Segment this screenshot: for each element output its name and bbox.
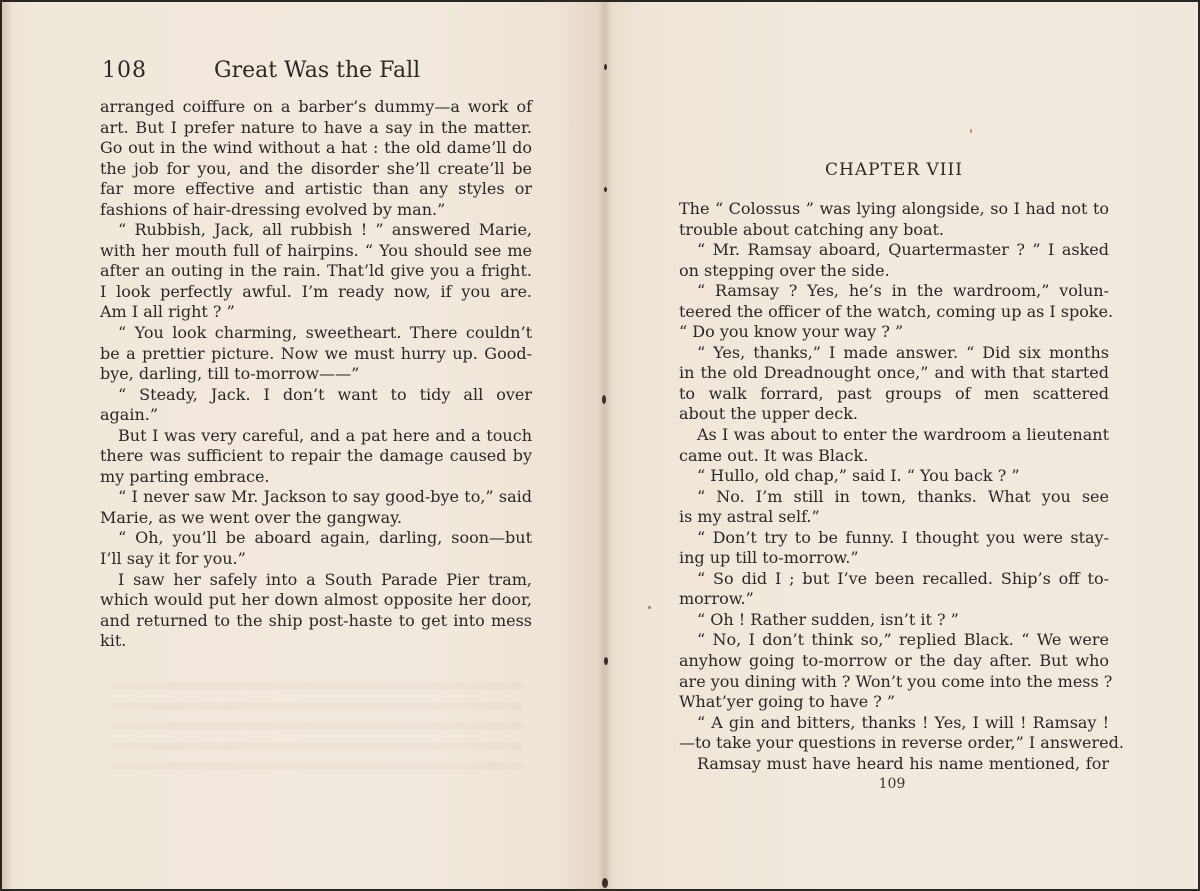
text-line: trouble about catching any boat.: [679, 219, 945, 239]
text-line: is my astral self.”: [679, 507, 820, 527]
text-line: “ Steady, Jack. I don’t want to tidy all over: [118, 384, 532, 404]
book-spread: [2, 2, 1198, 889]
text-line: Go out in the wind without a hat : the old dame’ll do: [100, 138, 532, 158]
running-title: Great Was the Fall: [214, 58, 421, 83]
text-line: “ No, I don’t think so,” replied Black. “ We were: [697, 630, 1109, 650]
right-page-body: [679, 199, 1124, 774]
chapter-heading: CHAPTER VIII: [825, 160, 963, 180]
text-line: there was sufficient to repair the damage caused by: [100, 446, 532, 466]
binding-thread-mark: [604, 187, 607, 192]
text-line: teered the officer of the watch, coming up as I spoke.: [679, 301, 1114, 321]
text-line: far more effective and artistic than any styles or: [100, 179, 532, 199]
text-line: “ Ramsay ? Yes, he’s in the wardroom,” volun-: [697, 281, 1109, 301]
text-line: which would put her down almost opposite her door,: [100, 590, 532, 610]
text-line: morrow.”: [679, 589, 754, 609]
paper-speck: [648, 606, 651, 609]
text-line: arranged coiffure on a barber’s dummy—a work of: [100, 97, 532, 116]
text-line: But I was very careful, and a pat here and a touch: [118, 425, 532, 445]
text-line: “ Oh, you’ll be aboard again, darling, soon—but: [118, 528, 532, 548]
text-line: art. But I prefer nature to have a say in the matter.: [100, 117, 532, 137]
text-line: my parting embrace.: [100, 466, 270, 486]
text-line: and returned to the ship post-haste to get into mess: [100, 610, 532, 630]
left-page-number: 108: [102, 58, 147, 83]
text-line: I’ll say it for you.”: [100, 549, 246, 569]
text-line: “ Do you know your way ? ”: [679, 322, 904, 342]
text-line: “ I never saw Mr. Jackson to say good-bye to,” said: [118, 487, 532, 507]
text-line: “ No. I’m still in town, thanks. What you see: [697, 486, 1109, 506]
text-line: As I was about to enter the wardroom a lieutenant: [697, 425, 1109, 445]
text-line: “ Hullo, old chap,” said I. “ You back ? ”: [697, 466, 1020, 486]
text-line: “ So did I ; but I’ve been recalled. Ship’s off to-: [697, 568, 1109, 588]
text-line: Marie, as we went over the gangway.: [100, 507, 403, 527]
binding-thread-mark: [604, 64, 607, 70]
text-line: Ramsay must have heard his name mentioned, for: [697, 753, 1109, 773]
paper-speck: [970, 129, 972, 133]
text-line: “ A gin and bitters, thanks ! Yes, I will ! Ramsay !: [697, 712, 1109, 732]
text-line: —to take your questions in reverse order,” I answered.: [679, 733, 1124, 753]
binding-thread-mark: [602, 395, 606, 404]
text-line: “ Oh ! Rather sudden, isn’t it ? ”: [697, 609, 959, 629]
text-line: “ Rubbish, Jack, all rubbish ! ” answered Marie,: [118, 220, 532, 240]
running-header: [102, 58, 542, 90]
text-line: the job for you, and the disorder she’ll create’ll be: [100, 158, 532, 178]
text-line: “ Don’t try to be funny. I thought you were stay-: [697, 527, 1109, 547]
text-line: are you dining with ? Won’t you come into the mess ?: [679, 671, 1113, 691]
text-line: I look perfectly awful. I’m ready now, if you are.: [100, 281, 532, 301]
text-line: about the upper deck.: [679, 404, 858, 424]
text-line: I saw her safely into a South Parade Pier tram,: [118, 569, 532, 589]
text-line: in the old Dreadnought once,” and with that started: [679, 363, 1109, 383]
text-line: The “ Colossus ” was lying alongside, so I had not to: [679, 199, 1109, 218]
text-line: bye, darling, till to-morrow——”: [100, 364, 360, 384]
text-line: with her mouth full of hairpins. “ You should see me: [100, 240, 532, 260]
text-line: “ Mr. Ramsay aboard, Quartermaster ? ” I asked: [697, 240, 1109, 260]
binding-thread-mark: [604, 657, 608, 665]
text-line: anyhow going to-morrow or the day after. But who: [679, 651, 1109, 671]
text-line: What’yer going to have ? ”: [679, 692, 896, 712]
left-page-body: [100, 97, 532, 652]
text-line: “ Yes, thanks,” I made answer. “ Did six months: [697, 342, 1109, 362]
text-line: kit.: [100, 631, 127, 651]
text-line: “ You look charming, sweetheart. There couldn’t: [118, 323, 532, 343]
text-line: on stepping over the side.: [679, 260, 890, 280]
text-line: to walk forrard, past groups of men scattered: [679, 383, 1109, 403]
text-line: again.”: [100, 405, 159, 425]
right-page-number: 109: [878, 776, 906, 792]
text-line: ing up till to-morrow.”: [679, 548, 859, 568]
text-line: be a prettier picture. Now we must hurry up. Good-: [100, 343, 532, 363]
text-line: came out. It was Black.: [679, 445, 869, 465]
text-line: Am I all right ? ”: [100, 302, 235, 322]
book-gutter: [598, 2, 612, 889]
show-through-text: [112, 682, 522, 782]
page-edge: [2, 2, 12, 889]
text-line: fashions of hair-dressing evolved by man.”: [100, 199, 446, 219]
binding-thread-mark: [602, 878, 608, 888]
text-line: after an outing in the rain. That’ld give you a fright.: [100, 261, 532, 281]
